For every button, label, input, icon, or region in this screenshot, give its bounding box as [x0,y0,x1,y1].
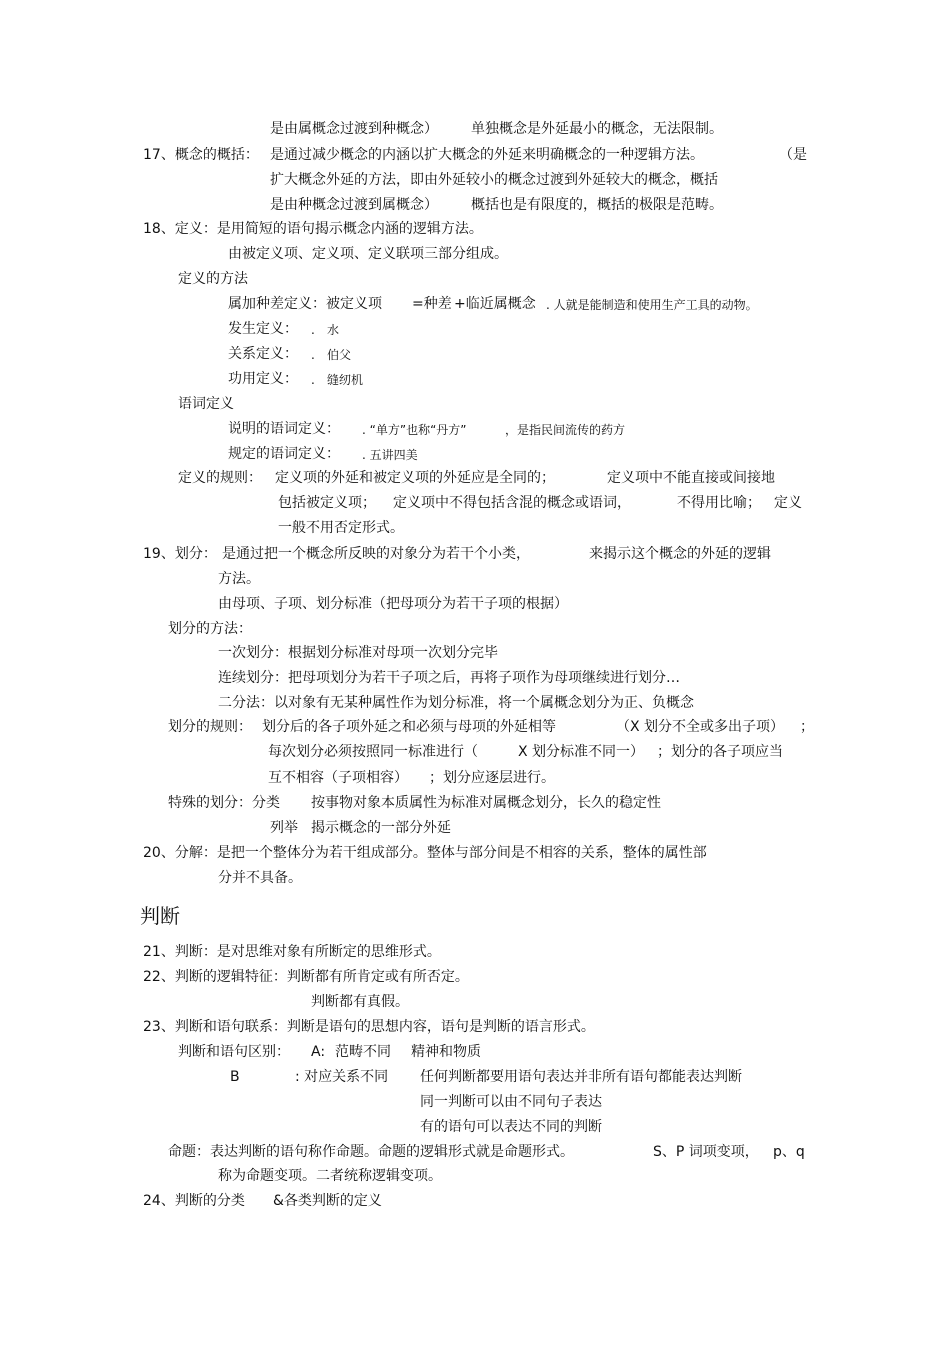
text-line: （是 [779,147,807,163]
text-line: 一次划分：根据划分标准对母项一次划分完毕 [218,645,498,661]
text-line: 是由属概念过渡到种概念） [270,121,438,137]
text-line: 精神和物质 [411,1044,481,1060]
text-line: 由母项、子项、划分标准（把母项分为若干子项的根据） [218,596,568,612]
text-line: 二分法：以对象有无某种属性作为划分标准，将一个属概念划分为正、负概念 [218,695,694,711]
text-line: 是通过把一个概念所反映的对象分为若干个小类， [222,546,530,562]
text-line: 列举 [270,820,298,836]
text-line: 划分后的各子项外延之和必须与母项的外延相等 [262,719,556,735]
text-line: 定义 [774,495,802,511]
text-line: 属加种差定义：被定义项 [228,296,382,312]
subheading: 划分的方法： [168,621,252,637]
subheading: 划分的规则： [168,719,252,735]
text-line: 定义项中不能直接或间接地 [607,470,775,486]
text-line: B [230,1069,240,1085]
text-line: 定义项中不得包括含混的概念或语词， [393,495,631,511]
text-line: 方法。 [218,571,260,587]
subheading: 语词定义 [178,396,234,412]
item-17-heading: 17、概念的概括： [143,147,259,163]
text-line: ；划分应逐层进行。 [429,770,555,786]
text-line: X 划分标准不同一） [518,744,645,760]
example-text: 缝纫机 [327,373,364,387]
example-text: . 人就是能制造和使用生产工具的动物。 [546,298,758,312]
text-line: 范畴不同 [335,1044,391,1060]
item-22-heading: 22、判断的逻辑特征：判断都有所肯定或有所否定。 [143,969,469,985]
text-line: 按事物对象本质属性为标准对属概念划分，长久的稳定性 [311,795,661,811]
text-line: 揭示概念的一部分外延 [311,820,451,836]
text-line: 是通过减少概念的内涵以扩大概念的外延来明确概念的一种逻辑方法。 [270,147,704,163]
example-text: . “单方”也称“丹方” [362,423,467,437]
example-text: . [311,348,315,362]
text-line: 概括也是有限度的，概括的极限是范畴。 [471,197,723,213]
text-line: A: [311,1044,326,1060]
item-18-heading: 18、定义：是用简短的语句揭示概念内涵的逻辑方法。 [143,221,483,237]
example-text: 水 [327,323,340,337]
subheading: 判断和语句区别： [178,1044,290,1060]
example-text: ，是指民间流传的药方 [505,423,626,437]
text-line: 称为命题变项。二者统称逻辑变项。 [218,1168,442,1184]
example-text: 伯父 [327,348,352,362]
text-line: ；划分的各子项应当 [657,744,783,760]
text-line: 每次划分必须按照同一标准进行（ [268,744,478,760]
item-20-heading: 20、分解：是把一个整体分为若干组成部分。整体与部分间是不相容的关系，整体的属性部 [143,845,707,861]
section-heading: 判断 [140,904,180,928]
subheading: 特殊的划分：分类 [168,795,280,811]
text-line: （X 划分不全或多出子项） [616,719,785,735]
subheading: 命题：表达判断的语句称作命题。命题的逻辑形式就是命题形式。 [168,1144,574,1160]
text-line: 任何判断都要用语句表达并非所有语句都能表达判断 [420,1069,742,1085]
text-line: 关系定义： [228,346,298,362]
text-line: 一般不用否定形式。 [278,520,404,536]
item-23-heading: 23、判断和语句联系：判断是语句的思想内容，语句是判断的语言形式。 [143,1019,595,1035]
text-line: ； [800,719,814,735]
text-line: +临近属概念 [454,296,536,312]
text-line: &各类判断的定义 [273,1193,382,1209]
item-21-heading: 21、判断：是对思维对象有所断定的思维形式。 [143,944,441,960]
text-line: 同一判断可以由不同句子表达 [420,1094,602,1110]
text-line: =种差 [412,296,452,312]
text-line: 互不相容（子项相容） [268,770,408,786]
text-line: 不得用比喻； [677,495,761,511]
text-line: 说明的语词定义： [228,421,340,437]
text-line: 发生定义： [228,321,298,337]
subheading: 定义的方法 [178,271,248,287]
text-line: 单独概念是外延最小的概念，无法限制。 [471,121,723,137]
example-text: . [311,373,315,387]
example-text: . [311,323,315,337]
text-line: 定义项的外延和被定义项的外延应是全同的； [275,470,555,486]
text-line: 判断都有真假。 [311,994,409,1010]
text-line: 包括被定义项； [278,495,376,511]
text-line: 分并不具备。 [218,870,302,886]
text-line: 是由种概念过渡到属概念） [270,197,438,213]
text-line: 有的语句可以表达不同的判断 [420,1119,602,1135]
subheading: 定义的规则： [178,470,262,486]
text-line: 连续划分：把母项划分为若干子项之后，再将子项作为母项继续进行划分… [218,670,680,686]
text-line: p、q [773,1144,805,1160]
example-text: . 五讲四美 [362,448,418,462]
text-line: S、P 词项变项， [653,1144,759,1160]
item-24-heading: 24、判断的分类 [143,1193,245,1209]
text-line: 来揭示这个概念的外延的逻辑 [589,546,771,562]
text-line: 由被定义项、定义项、定义联项三部分组成。 [228,246,508,262]
text-line: 功用定义： [228,371,298,387]
text-line: 扩大概念外延的方法，即由外延较小的概念过渡到外延较大的概念，概括 [270,172,718,188]
item-19-heading: 19、划分： [143,546,217,562]
text-line: : 对应关系不同 [295,1069,389,1085]
text-line: 规定的语词定义： [228,446,340,462]
